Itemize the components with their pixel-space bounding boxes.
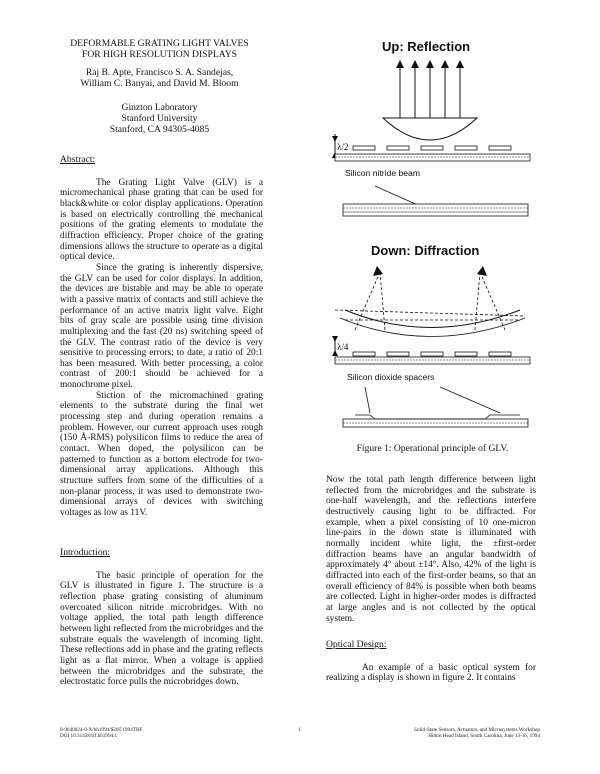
- footer-right: [390, 727, 540, 740]
- abstract-heading: Abstract:: [60, 154, 96, 165]
- nitride-beam-label: Silicon nitride beam: [345, 168, 420, 178]
- optical-design-section: [326, 640, 536, 684]
- nitride-beam-diagram: [325, 180, 540, 230]
- up-reflection-diagram: [325, 58, 540, 178]
- down-diffraction-diagram: [325, 260, 540, 370]
- authors-line: Raj B. Apte, Francisco S. A. Sandejas,: [85, 67, 234, 78]
- title-line: DEFORMABLE GRATING LIGHT VALVES: [70, 38, 249, 49]
- author-list: [52, 67, 267, 89]
- footer-left-line: DOI 10.31438/trf.hh1994.1: [60, 733, 118, 740]
- oxide-spacer-diagram: [325, 385, 540, 435]
- up-reflection-title: Up: Reflection: [382, 39, 471, 54]
- figure-caption: Figure 1: Operational principle of GLV.: [356, 443, 509, 454]
- footer-right-line: Hilton Head Island, South Carolina, June 13-16, 1994: [428, 733, 540, 740]
- footer-left: [60, 727, 142, 740]
- abstract-section: [60, 155, 263, 519]
- abstract-paragraph: Since the grating is inherently dispersive, the GLV can be used for color displays. In addition, the devices are bistable and may be able to operate with a passive matrix of contacts and still achieve the performance of an active matrix light valve. Eight bits of gray scale are possible using time division multiplexing and the fast (20 ns) switching speed of the GLV. The contrast ratio of the device is very sensitive to processing errors; to date, a ratio of 20:1 has been measured. With better processing, a color contrast of 200:1 should be achieved for a monochrome pixel.: [60, 262, 263, 391]
- figure-1: [325, 30, 540, 470]
- footer-right-line: Solid-State Sensors, Actuators, and Microsystems Workshop: [414, 727, 540, 733]
- lambda-half-label: λ/2: [337, 142, 349, 152]
- introduction-section: [60, 548, 263, 688]
- introduction-heading: Introduction:: [60, 547, 111, 558]
- right-paragraph: Now the total path length difference between light reflected from the microbridges and the substrate is one-half wavelength, and the reflections interfere destructively causing light to be diffracted. For example, when a pixel consisting of 10 one-micron line-pairs in the down state is illuminated with normally incident white light, the ±first-order diffraction beams have an angular bandwidth of approximately 4° about ±14°. Also, 42% of the light is diffracted into each of the first-order beams, so that an overall efficiency of 84% is possible when both beams are collected. Light in higher-order modes is diffracted at large angles and is not collected by the optical system.: [326, 475, 536, 624]
- oxide-spacers-label: Silicon dioxide spacers: [347, 372, 435, 382]
- lambda-quarter-label: λ/4: [337, 342, 349, 352]
- down-diffraction-title: Down: Diffraction: [371, 243, 480, 258]
- authors-line: William C. Banyai, and David M. Bloom: [80, 78, 239, 89]
- optical-design-paragraph: An example of a basic optical system for realizing a display is shown in figure 2. It contains: [326, 662, 536, 684]
- affiliation-line: Ginzton Laboratory: [121, 102, 198, 113]
- footer-left-line: 0-9640024-0-X/hh1994/$20©1994TRF: [60, 727, 143, 733]
- affiliation-line: Stanford, CA 94305-4085: [109, 124, 210, 135]
- paper-title: [52, 38, 267, 60]
- affiliation: [52, 102, 267, 135]
- page-number: 1: [298, 727, 301, 733]
- right-column-body: [326, 475, 536, 624]
- optical-design-heading: Optical Design:: [326, 639, 387, 650]
- introduction-paragraph: The basic principle of operation for the GLV is illustrated in figure 1. The structure is a reflection phase grating consisting of aluminum overcoated silicon nitride microbridges. With no voltage applied, the total path length difference between light reflected from the microbridges and the substrate equals the wavelength of incoming light. These reflections add in phase and the grating reflects light as a flat mirror. When a voltage is applied between the microbridges and the substrate, the electrostatic force pulls the microbridges down.: [60, 570, 263, 688]
- abstract-paragraph: Stiction of the micromachined grating elements to the substrate during the final wet processing step and during operation remains a problem. However, our current approach uses rough (150 Å-RMS) polysilicon films to reduce the area of contact. When doped, the polysilicon can be patterned to function as a bottom electrode for two-dimensional array applications. Although this structure suffers from some of the difficulties of a non-planar process, it was used to demonstrate two-dimensional arrays of devices with switching voltages as low as 11V.: [60, 390, 263, 518]
- affiliation-line: Stanford University: [121, 113, 198, 124]
- title-line: FOR HIGH RESOLUTION DISPLAYS: [81, 49, 238, 60]
- abstract-paragraph: The Grating Light Valve (GLV) is a micromechanical phase grating that can be used for black&white or color display applications. Operation is based on electrically controlling the mechanical positions of the grating elements to modulate the diffraction efficiency. Proper choice of the grating dimensions allows the structure to operate as a digital optical device.: [60, 177, 263, 263]
